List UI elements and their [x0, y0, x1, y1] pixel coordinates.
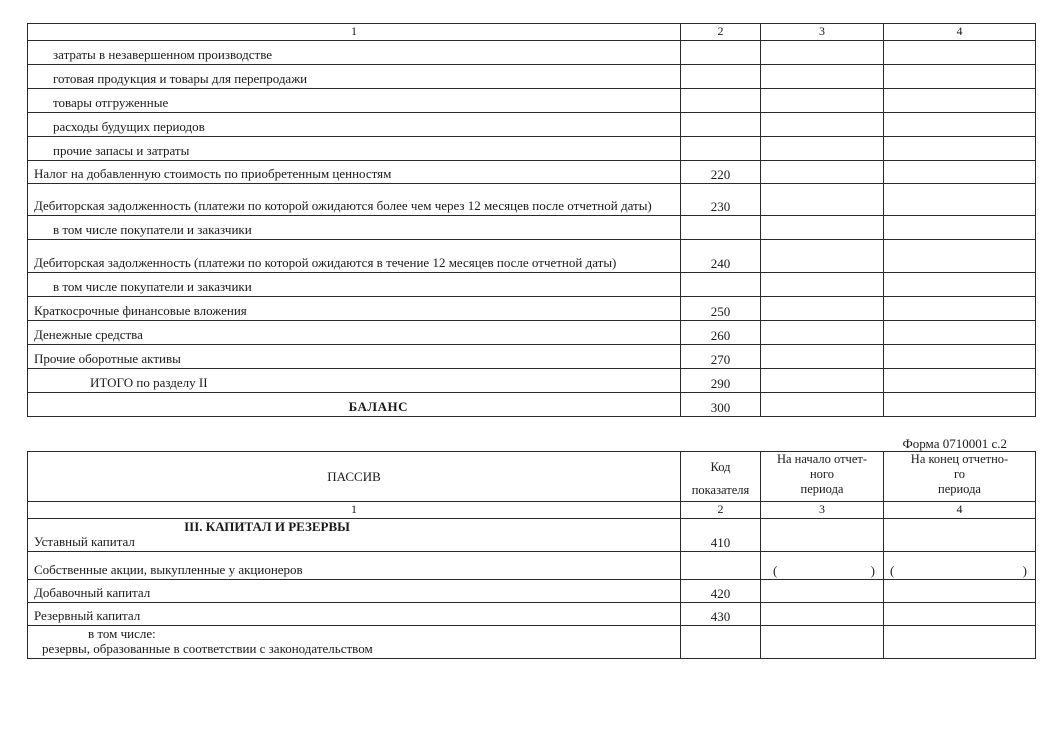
- header-liabilities: ПАССИВ: [28, 452, 681, 502]
- row-code: [681, 626, 761, 659]
- start-value-cell: [761, 41, 884, 65]
- table-row: [28, 626, 1036, 659]
- end-value-cell: [884, 345, 1036, 369]
- start-value-cell: [761, 369, 884, 393]
- table-row: [28, 89, 1036, 113]
- section-total-row: [28, 369, 1036, 393]
- section-total-label: ИТОГО по разделу II: [28, 369, 681, 393]
- row-code: 220: [681, 161, 761, 184]
- sub-label: в том числе:: [88, 626, 156, 641]
- table-row: [28, 161, 1036, 184]
- row-label: Собственные акции, выкупленные у акционеров: [28, 552, 681, 580]
- row-label: Дебиторская задолженность (платежи по которой ожидаются в течение 12 месяцев после отчетной даты): [28, 240, 681, 273]
- header-code: [681, 452, 761, 502]
- start-value-parenthesized: [761, 552, 884, 580]
- start-value-cell: [761, 184, 884, 216]
- row-code: [681, 113, 761, 137]
- end-value-cell: [884, 273, 1036, 297]
- row-label: Прочие оборотные активы: [28, 345, 681, 369]
- row-label: готовая продукция и товары для перепродажи: [28, 65, 681, 89]
- row-label: прочие запасы и затраты: [28, 137, 681, 161]
- row-label: в том числе покупатели и заказчики: [28, 273, 681, 297]
- col-number-3: 3: [761, 502, 884, 519]
- table-row: [28, 321, 1036, 345]
- section-cell: [28, 519, 681, 552]
- table-row: [28, 113, 1036, 137]
- start-value-cell: [761, 345, 884, 369]
- row-label: расходы будущих периодов: [28, 113, 681, 137]
- end-value-cell: [884, 297, 1036, 321]
- end-value-cell: [884, 89, 1036, 113]
- row-label: Дебиторская задолженность (платежи по которой ожидаются более чем через 12 месяцев после отчетной даты): [28, 184, 681, 216]
- row-code: [681, 65, 761, 89]
- col-number-2: 2: [681, 24, 761, 41]
- end-value-parenthesized: [884, 552, 1036, 580]
- col-number-1: 1: [28, 502, 681, 519]
- end-value-cell: [884, 161, 1036, 184]
- start-value-cell: [761, 321, 884, 345]
- col-number-1: 1: [28, 24, 681, 41]
- start-value-cell: [761, 113, 884, 137]
- end-value-cell: [884, 41, 1036, 65]
- table-row: [28, 603, 1036, 626]
- row-code: 410: [681, 519, 761, 552]
- end-value-cell: [884, 519, 1036, 552]
- column-number-row: [28, 24, 1036, 41]
- row-code: 300: [681, 393, 761, 417]
- end-value-cell: [884, 369, 1036, 393]
- start-value-cell: [761, 626, 884, 659]
- row-code: [681, 41, 761, 65]
- col-number-3: 3: [761, 24, 884, 41]
- table-row: [28, 240, 1036, 273]
- table-row: [28, 580, 1036, 603]
- column-number-row: [28, 502, 1036, 519]
- row-code: 240: [681, 240, 761, 273]
- start-value-cell: [761, 603, 884, 626]
- start-value-cell: [761, 240, 884, 273]
- row-label: Уставный капитал: [34, 534, 135, 549]
- paren-close: ): [1022, 563, 1027, 578]
- row-label: затраты в незавершенном производстве: [28, 41, 681, 65]
- row-label: Денежные средства: [28, 321, 681, 345]
- start-value-cell: [761, 137, 884, 161]
- row-code: 270: [681, 345, 761, 369]
- row-label: Резервный капитал: [28, 603, 681, 626]
- end-value-cell: [884, 393, 1036, 417]
- start-value-cell: [761, 393, 884, 417]
- table-row: [28, 519, 1036, 552]
- row-code: [681, 89, 761, 113]
- end-value-cell: [884, 216, 1036, 240]
- row-code: 290: [681, 369, 761, 393]
- row-code: 430: [681, 603, 761, 626]
- paren-open: (: [890, 563, 895, 578]
- start-value-cell: [761, 580, 884, 603]
- end-value-cell: [884, 603, 1036, 626]
- end-value-cell: [884, 137, 1036, 161]
- start-value-cell: [761, 273, 884, 297]
- assets-table: [27, 23, 1036, 417]
- end-value-cell: [884, 113, 1036, 137]
- row-code: [681, 137, 761, 161]
- paren-open: (: [773, 563, 778, 578]
- table-row: [28, 65, 1036, 89]
- table-row: [28, 137, 1036, 161]
- end-value-cell: [884, 580, 1036, 603]
- row-code: 230: [681, 184, 761, 216]
- form-label: Форма 0710001 с.2: [902, 436, 1007, 451]
- balance-row: [28, 393, 1036, 417]
- balance-label: БАЛАНС: [28, 393, 681, 417]
- table-row: [28, 297, 1036, 321]
- start-value-cell: [761, 297, 884, 321]
- sub-row-cell: [28, 626, 681, 659]
- start-value-cell: [761, 161, 884, 184]
- start-value-cell: [761, 65, 884, 89]
- table-row: [28, 216, 1036, 240]
- table-row: [28, 41, 1036, 65]
- row-code: [681, 552, 761, 580]
- liabilities-table: [27, 451, 1036, 659]
- col-number-4: 4: [884, 502, 1036, 519]
- paren-close: ): [870, 563, 875, 578]
- start-value-cell: [761, 216, 884, 240]
- header-start-period: На начало отчет- ного периода: [761, 452, 884, 502]
- end-value-cell: [884, 240, 1036, 273]
- row-code: 260: [681, 321, 761, 345]
- row-code: 420: [681, 580, 761, 603]
- sub-row-label: резервы, образованные в соответствии с законодательством: [42, 641, 373, 656]
- row-label: товары отгруженные: [28, 89, 681, 113]
- table-row: [28, 552, 1036, 580]
- row-code: [681, 273, 761, 297]
- header-code-line2: показателя: [691, 483, 750, 497]
- header-row: [28, 452, 1036, 502]
- row-label: в том числе покупатели и заказчики: [28, 216, 681, 240]
- row-label: Краткосрочные финансовые вложения: [28, 297, 681, 321]
- table-row: [28, 345, 1036, 369]
- table-row: [28, 273, 1036, 297]
- row-code: 250: [681, 297, 761, 321]
- col-number-4: 4: [884, 24, 1036, 41]
- row-code: [681, 216, 761, 240]
- end-value-cell: [884, 626, 1036, 659]
- start-value-cell: [761, 89, 884, 113]
- end-value-cell: [884, 184, 1036, 216]
- header-code-line1: Код: [710, 460, 731, 474]
- header-end-period: На конец отчетно- го периода: [884, 452, 1036, 502]
- end-value-cell: [884, 321, 1036, 345]
- col-number-2: 2: [681, 502, 761, 519]
- table-row: [28, 184, 1036, 216]
- row-label: Добавочный капитал: [28, 580, 681, 603]
- section-title: III. КАПИТАЛ И РЕЗЕРВЫ: [184, 519, 350, 534]
- start-value-cell: [761, 519, 884, 552]
- end-value-cell: [884, 65, 1036, 89]
- row-label: Налог на добавленную стоимость по приобретенным ценностям: [28, 161, 681, 184]
